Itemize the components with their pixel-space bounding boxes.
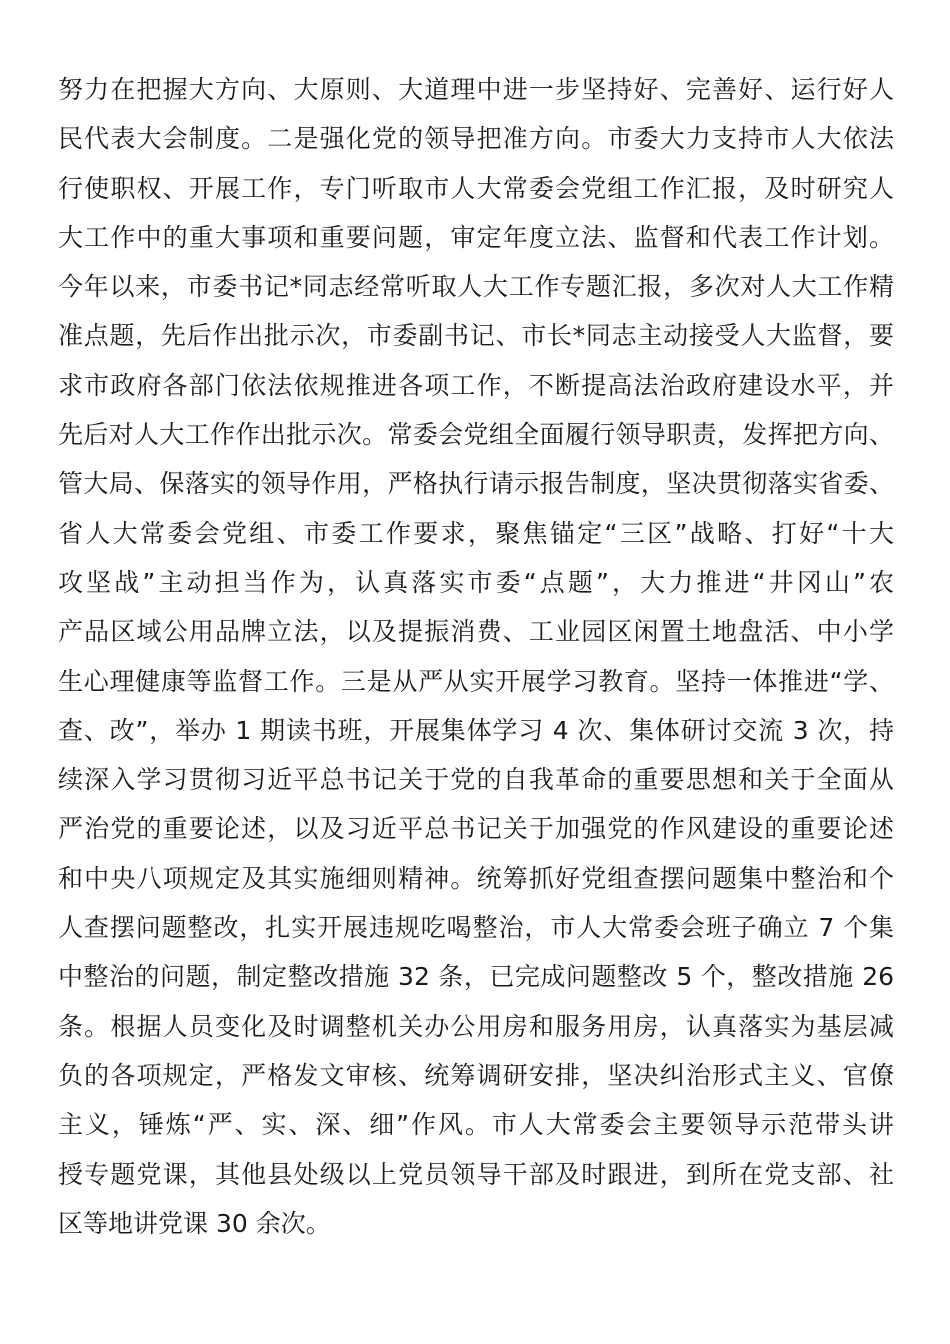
- text-line: 准点题，先后作出批示次，市委副书记、市长*同志主动接受人大监督，要: [58, 321, 894, 351]
- text-line: 今年以来，市委书记*同志经常听取人大工作专题汇报，多次对人大工作精: [58, 272, 894, 302]
- text-line: 授专题党课，其他县处级以上党员领导干部及时跟进，到所在党支部、社: [58, 1159, 894, 1189]
- text-line: 条。根据人员变化及时调整机关办公用房和服务用房，认真落实为基层减: [58, 1011, 894, 1041]
- text-line: 人查摆问题整改，扎实开展违规吃喝整治，市人大常委会班子确立 7 个集: [58, 913, 894, 943]
- text-line: 攻坚战”主动担当作为，认真落实市委“点题”，大力推进“井冈山”农: [58, 567, 894, 597]
- text-line: 民代表大会制度。二是强化党的领导把准方向。市委大力支持市人大依法: [58, 124, 894, 154]
- text-line: 主义，锤炼“严、实、深、细”作风。市人大常委会主要领导示范带头讲: [58, 1110, 894, 1140]
- text-line: 产品区域公用品牌立法，以及提振消费、工业园区闲置土地盘活、中小学: [58, 617, 894, 647]
- text-line: 中整治的问题，制定整改措施 32 条，已完成问题整改 5 个，整改措施 26: [58, 962, 894, 992]
- text-line-last: 区等地讲党课 30 余次。: [58, 1208, 331, 1238]
- text-line: 管大局、保落实的领导作用，严格执行请示报告制度，坚决贯彻落实省委、: [58, 469, 894, 499]
- text-line: 和中央八项规定及其实施细则精神。统筹抓好党组查摆问题集中整治和个: [58, 863, 894, 893]
- text-line: 大工作中的重大事项和重要问题，审定年度立法、监督和代表工作计划。: [58, 222, 894, 252]
- text-line: 求市政府各部门依法依规推进各项工作，不断提高法治政府建设水平，并: [58, 370, 894, 400]
- text-line: 严治党的重要论述，以及习近平总书记关于加强党的作风建设的重要论述: [58, 814, 894, 844]
- text-line: 行使职权、开展工作，专门听取市人大常委会党组工作汇报，及时研究人: [58, 173, 894, 203]
- text-line: 查、改”，举办 1 期读书班，开展集体学习 4 次、集体研讨交流 3 次，持: [58, 715, 894, 745]
- body-text: [58, 65, 894, 1248]
- text-line: 努力在把握大方向、大原则、大道理中进一步坚持好、完善好、运行好人: [58, 75, 894, 104]
- text-line: 省人大常委会党组、市委工作要求，聚焦锚定“三区”战略、打好“十大: [58, 518, 894, 548]
- text-line: 先后对人大工作作出批示次。常委会党组全面履行领导职责，发挥把方向、: [58, 420, 894, 450]
- text-line: 生心理健康等监督工作。三是从严从实开展学习教育。坚持一体推进“学、: [58, 666, 894, 696]
- text-line: 续深入学习贯彻习近平总书记关于党的自我革命的重要思想和关于全面从: [58, 765, 894, 795]
- text-line: 负的各项规定，严格发文审核、统筹调研安排，坚决纠治形式主义、官僚: [58, 1060, 894, 1090]
